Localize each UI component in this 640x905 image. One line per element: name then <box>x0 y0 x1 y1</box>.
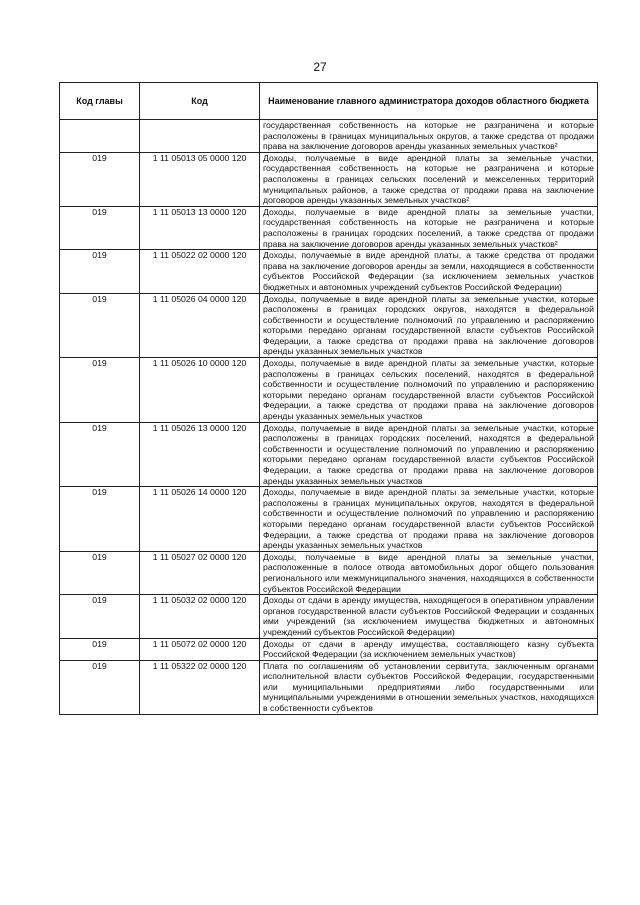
chapter-cell: 019 <box>60 422 140 487</box>
chapter-cell: 019 <box>60 293 140 358</box>
name-cell: Доходы от сдачи в аренду имущества, находящегося в оперативном управлении органов государственной власти субъектов Российской Федерации и созданных ими учреждений (за исключением имущества бюджетных и автономных учреждений субъектов Российской Федерации) <box>260 595 598 638</box>
table-row <box>60 293 598 358</box>
code-cell: 1 11 05026 13 0000 120 <box>140 422 260 487</box>
name-cell: Плата по соглашениям об установлении сервитута, заключенным органами исполнительной власти субъектов Российской Федерации, государственными или муниципальными предприятиями либо государственными или муниципальными учреждениями в отношении земельных участков, находящихся в собственности субъектов <box>260 660 598 714</box>
code-cell: 1 11 05013 05 0000 120 <box>140 152 260 206</box>
chapter-cell <box>60 120 140 153</box>
chapter-cell: 019 <box>60 660 140 714</box>
code-cell: 1 11 05032 02 0000 120 <box>140 595 260 638</box>
table-row <box>60 206 598 249</box>
page-number: 27 <box>313 60 327 74</box>
name-cell: Доходы, получаемые в виде арендной платы за земельные участки, которые расположены в границах сельских поселений, находятся в федеральной собственности и осуществление полномочий по управлению и распоряжению которыми передано органам государственной власти субъектов Российской Федерации, а также средства от продажи права на заключение договоров аренды указанных земельных участков <box>260 358 598 423</box>
name-cell: Доходы, получаемые в виде арендной платы за земельные участки, государственная собственность на которые не разграничена и которые расположены в границах городских поселений, а также средства от продажи права на заключение договоров аренды указанных земельных участков² <box>260 206 598 249</box>
chapter-cell: 019 <box>60 152 140 206</box>
code-cell: 1 11 05026 14 0000 120 <box>140 487 260 552</box>
table-row <box>60 487 598 552</box>
chapter-cell: 019 <box>60 250 140 293</box>
code-cell: 1 11 05022 02 0000 120 <box>140 250 260 293</box>
table-row <box>60 638 598 660</box>
chapter-cell: 019 <box>60 595 140 638</box>
table-row <box>60 551 598 594</box>
header-code: Код <box>140 83 260 120</box>
name-cell: Доходы, получаемые в виде арендной платы за земельные участки, государственная собственность на которые не разграничена и которые расположены в границах сельских поселений и межселенных территорий муниципальных районов, а также средства от продажи права на заключение договоров аренды указанных земельных участков² <box>260 152 598 206</box>
chapter-cell: 019 <box>60 551 140 594</box>
table-header-row <box>60 83 598 120</box>
name-cell: Доходы от сдачи в аренду имущества, составляющего казну субъекта Российской Федерации (за исключением земельных участков) <box>260 638 598 660</box>
header-chapter-code: Код главы <box>60 83 140 120</box>
name-cell: Доходы, получаемые в виде арендной платы, а также средства от продажи права на заключение договоров аренды за земли, находящиеся в собственности субъектов Российской Федерации (за исключением земельных участков бюджетных и автономных учреждений субъектов Российской Федерации) <box>260 250 598 293</box>
name-cell: Доходы, получаемые в виде арендной платы за земельные участки, которые расположены в границах городских округов, находятся в федеральной собственности и осуществление полномочий по управлению и распоряжению которыми передано органам государственной власти субъектов Российской Федерации, а также средства от продажи права на заключение договоров аренды указанных земельных участков <box>260 293 598 358</box>
chapter-cell: 019 <box>60 206 140 249</box>
table-row <box>60 422 598 487</box>
chapter-cell: 019 <box>60 358 140 423</box>
revenue-codes-table <box>59 82 598 715</box>
name-cell: государственная собственность на которые не разграничена и которые расположены в границах муниципальных округов, а также средства от продажи права на заключение договоров аренды указанных земельных участков² <box>260 120 598 153</box>
code-cell <box>140 120 260 153</box>
table-row <box>60 250 598 293</box>
name-cell: Доходы, получаемые в виде арендной платы за земельные участки, расположенные в полосе отвода автомобильных дорог общего пользования регионального или межмуниципального значения, находящихся в собственности субъектов Российской Федерации <box>260 551 598 594</box>
code-cell: 1 11 05322 02 0000 120 <box>140 660 260 714</box>
table-row <box>60 358 598 423</box>
chapter-cell: 019 <box>60 487 140 552</box>
table-row <box>60 660 598 714</box>
table-row <box>60 152 598 206</box>
code-cell: 1 11 05026 04 0000 120 <box>140 293 260 358</box>
code-cell: 1 11 05013 13 0000 120 <box>140 206 260 249</box>
code-cell: 1 11 05027 02 0000 120 <box>140 551 260 594</box>
header-administrator-name: Наименование главного администратора доходов областного бюджета <box>260 83 598 120</box>
name-cell: Доходы, получаемые в виде арендной платы за земельные участки, которые расположены в границах муниципальных округов, находятся в федеральной собственности и осуществление полномочий по управлению и распоряжению которыми передано органам государственной власти субъектов Российской Федерации, а также средства от продажи права на заключение договоров аренды указанных земельных участков <box>260 487 598 552</box>
chapter-cell: 019 <box>60 638 140 660</box>
table-row <box>60 595 598 638</box>
code-cell: 1 11 05026 10 0000 120 <box>140 358 260 423</box>
code-cell: 1 11 05072 02 0000 120 <box>140 638 260 660</box>
table-row <box>60 120 598 153</box>
name-cell: Доходы, получаемые в виде арендной платы за земельные участки, которые расположены в границах городских поселений, находятся в федеральной собственности и осуществление полномочий по управлению и распоряжению которыми передано органам государственной власти субъектов Российской Федерации, а также средства от продажи права на заключение договоров аренды указанных земельных участков <box>260 422 598 487</box>
